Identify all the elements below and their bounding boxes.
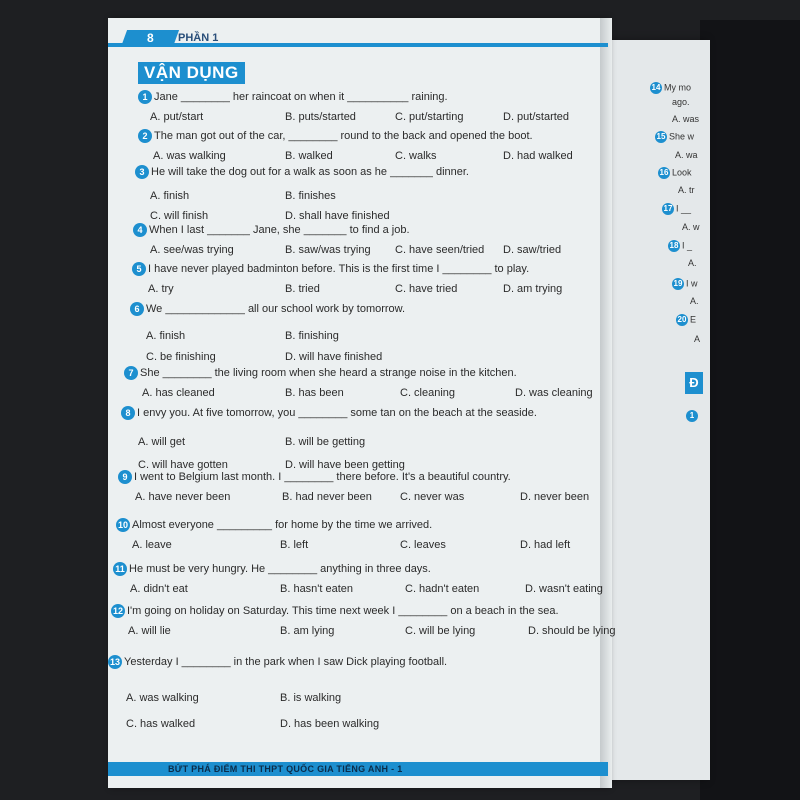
right-page-line [662, 203, 691, 215]
answer-option: D. saw/tried [503, 244, 562, 256]
answer-option: B. hasn't eaten [280, 583, 354, 595]
right-page-line [688, 258, 697, 268]
answer-option: D. am trying [503, 283, 563, 295]
question-number-badge: 16 [659, 168, 669, 177]
right-page-line [675, 150, 698, 160]
answer-option: C. will be lying [405, 625, 476, 637]
question-number-badge: 18 [669, 241, 679, 250]
answer-option: B. walked [285, 150, 333, 162]
answer-option: B. puts/started [285, 111, 356, 123]
answer-option: B. left [280, 539, 309, 551]
answer-option: D. had walked [503, 150, 573, 162]
answer-option: A. didn't eat [130, 583, 188, 595]
answer-option: C. be finishing [146, 351, 216, 363]
question-number-badge: 12 [112, 606, 123, 616]
right-page-text: I __ [676, 203, 692, 214]
question-13 [108, 655, 447, 669]
answer-option: A. have never been [135, 491, 231, 503]
right-page-line [694, 334, 700, 344]
question-text: I envy you. At five tomorrow, you ________ some tan on the beach at the seaside. [137, 406, 537, 419]
footer-title: BỨT PHÁ ĐIỂM THI THPT QUỐC GIA TIẾNG ANH - 1 [168, 764, 403, 774]
answer-option: C. have tried [395, 283, 458, 295]
answer-option: A. leave [132, 539, 172, 551]
answer-option: D. will have been getting [285, 459, 405, 471]
answer-option: B. finishing [285, 330, 339, 342]
answer-option: C. leaves [400, 539, 446, 551]
question-number-badge: 14 [651, 83, 661, 92]
answer-option: D. put/started [503, 111, 570, 123]
question-text: I went to Belgium last month. I ________ there before. It's a beautiful country. [134, 470, 511, 483]
answer-option: D. should be lying [528, 625, 616, 637]
right-page-line [678, 185, 695, 195]
answer-option: C. walks [395, 150, 437, 162]
answer-option: B. saw/was trying [285, 244, 371, 256]
question-5 [132, 262, 529, 276]
answer-option: A. put/start [150, 111, 204, 123]
answer-option: D. was cleaning [515, 387, 593, 399]
question-text: I have never played badminton before. This is the first time I ________ to play. [148, 262, 530, 275]
question-text: I'm going on holiday on Saturday. This time next week I ________ on a beach in the sea. [127, 604, 559, 617]
question-text: Jane ________ her raincoat on when it __________ raining. [154, 90, 448, 103]
right-page-text: I w [686, 278, 698, 289]
right-page-text: A. [690, 296, 699, 306]
question-3 [135, 165, 469, 179]
question-number-badge: 17 [663, 204, 673, 213]
right-page-line [682, 222, 700, 232]
right-page-line [672, 278, 698, 290]
right-page-line [655, 131, 694, 143]
answer-option: B. tried [285, 283, 320, 295]
right-page-text: She w [669, 131, 695, 142]
answer-option: B. has been [285, 387, 344, 399]
question-number-badge: 13 [109, 657, 120, 667]
answer-option: A. finish [146, 330, 186, 342]
answer-option: D. wasn't eating [525, 583, 603, 595]
right-page-line [672, 114, 699, 124]
answer-option: A. will get [138, 436, 186, 448]
question-number-badge: 20 [677, 315, 687, 324]
answer-option: D. will have finished [285, 351, 383, 363]
question-number-badge: 6 [130, 302, 144, 316]
answer-option: A. finish [150, 190, 190, 202]
question-9 [118, 470, 511, 484]
question-number-badge: 1 [686, 410, 698, 422]
right-page-text: My mo [664, 82, 691, 93]
question-8 [121, 406, 537, 420]
page-header [108, 30, 608, 50]
page-footer [108, 762, 608, 776]
right-page-line [676, 314, 696, 326]
right-page-text: E [690, 314, 697, 325]
right-page-text: A. w [682, 222, 700, 232]
question-text: Almost everyone _________ for home by the time we arrived. [132, 518, 433, 531]
question-11 [113, 562, 431, 576]
answer-option: A. will lie [128, 625, 171, 637]
answer-option: C. put/starting [395, 111, 464, 123]
right-section-tab: Đ [685, 372, 703, 394]
question-number-badge: 9 [118, 470, 132, 484]
answer-option: B. finishes [285, 190, 336, 202]
right-page-line [668, 240, 692, 252]
question-number-badge: 5 [132, 262, 146, 276]
right-page-text: A [694, 334, 701, 344]
answer-option: C. has walked [126, 718, 196, 730]
answer-option: C. hadn't eaten [405, 583, 480, 595]
question-12 [111, 604, 559, 618]
question-7 [124, 366, 517, 380]
answer-option: D. never been [520, 491, 590, 503]
book-gutter [600, 18, 612, 788]
answer-option: A. was walking [153, 150, 226, 162]
question-text: We _____________ all our school work by tomorrow. [146, 302, 406, 315]
answer-option: C. will have gotten [138, 459, 228, 471]
right-page-line [658, 167, 692, 179]
right-page-text: A. tr [678, 185, 695, 195]
question-6 [130, 302, 405, 316]
question-4 [133, 223, 410, 237]
right-page-text: A. wa [675, 150, 698, 160]
right-page-line [650, 82, 691, 94]
right-question-1 [686, 410, 700, 422]
question-number-badge: 3 [135, 165, 149, 179]
question-number-badge: 15 [656, 132, 666, 141]
answer-option: A. see/was trying [150, 244, 234, 256]
answer-option: A. has cleaned [142, 387, 215, 399]
right-page-line [672, 97, 690, 107]
right-page-text: A. was [672, 114, 700, 124]
question-text: When I last _______ Jane, she _______ to find a job. [149, 223, 410, 236]
background-edge [700, 20, 800, 800]
right-page-text: I _ [682, 240, 693, 251]
page-number: 8 [121, 30, 179, 47]
question-number-badge: 8 [121, 406, 135, 420]
right-page-text: ago. [672, 97, 690, 107]
answer-option: B. had never been [282, 491, 372, 503]
question-2 [138, 129, 533, 143]
answer-option: C. cleaning [400, 387, 456, 399]
question-text: The man got out of the car, ________ round to the back and opened the boot. [154, 129, 533, 142]
answer-option: B. is walking [280, 692, 342, 704]
answer-option: B. am lying [280, 625, 335, 637]
answer-option: A. was walking [126, 692, 199, 704]
answer-option: D. has been walking [280, 718, 380, 730]
right-page-text: Look [672, 167, 692, 178]
answer-option: D. shall have finished [285, 210, 390, 222]
question-10 [116, 518, 432, 532]
question-number-badge: 4 [133, 223, 147, 237]
part-label: PHẦN 1 [178, 32, 219, 44]
question-number-badge: 19 [673, 279, 683, 288]
question-text: He will take the dog out for a walk as soon as he _______ dinner. [151, 165, 469, 178]
question-number-badge: 10 [117, 520, 128, 530]
question-number-badge: 7 [124, 366, 138, 380]
answer-option: D. had left [520, 539, 571, 551]
section-title: VẬN DỤNG [138, 62, 245, 84]
answer-option: A. try [148, 283, 174, 295]
question-text: Yesterday I ________ in the park when I saw Dick playing football. [124, 655, 448, 668]
question-number-badge: 1 [138, 90, 152, 104]
question-number-badge: 2 [138, 129, 152, 143]
question-1 [138, 90, 448, 104]
answer-option: C. will finish [150, 210, 209, 222]
answer-option: C. have seen/tried [395, 244, 485, 256]
answer-option: B. will be getting [285, 436, 366, 448]
question-number-badge: 11 [113, 562, 127, 576]
answer-option: C. never was [400, 491, 465, 503]
right-page-line [690, 296, 699, 306]
question-text: She ________ the living room when she heard a strange noise in the kitchen. [140, 366, 517, 379]
right-page-text: A. [688, 258, 697, 268]
question-text: He must be very hungry. He ________ anything in three days. [129, 562, 431, 575]
